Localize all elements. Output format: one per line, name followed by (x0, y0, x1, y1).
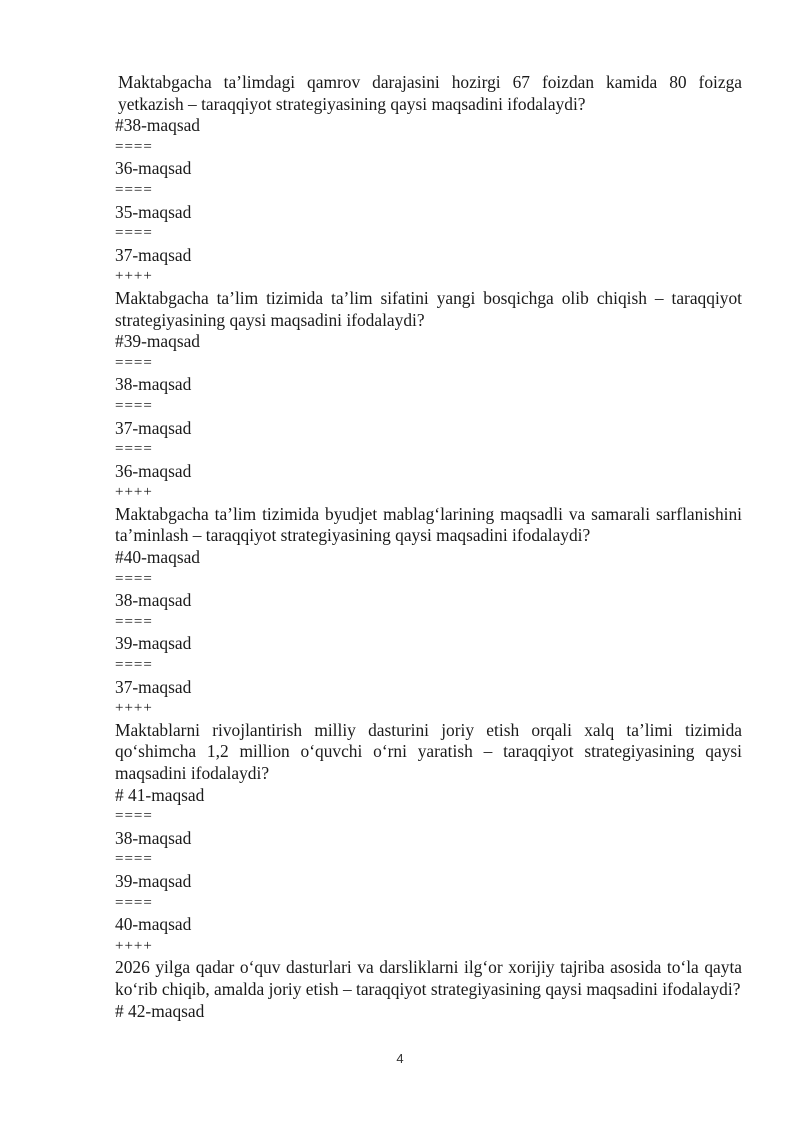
option-separator: ==== (115, 570, 153, 587)
option-separator: ==== (115, 181, 153, 198)
question-block (115, 72, 742, 288)
question-block (115, 720, 742, 958)
option-separator: ==== (115, 808, 153, 825)
answer-option: 37-maqsad (115, 244, 192, 265)
question-text: Maktabgacha ta’limdagi qamrov darajasini hozirgi 67 foizdan kamida 80 foizga yetkazish – taraqqiyot strategiyasining qaysi maqsadini ifodalaydi? (118, 72, 742, 114)
option-separator: ==== (115, 894, 153, 911)
answer-option: 35-maqsad (115, 201, 192, 222)
answer-option: 37-maqsad (115, 676, 192, 697)
answer-option: 36-maqsad (115, 158, 192, 179)
answer-option: 39-maqsad (115, 870, 192, 891)
answer-option: 38-maqsad (115, 374, 192, 395)
answer-option: 38-maqsad (115, 827, 192, 848)
option-separator: ==== (115, 851, 153, 868)
option-separator: ==== (115, 441, 153, 458)
answer-option: 39-maqsad (115, 633, 192, 654)
correct-answer: #39-maqsad (115, 331, 201, 352)
answer-option: 37-maqsad (115, 417, 192, 438)
option-separator: ==== (115, 613, 153, 630)
answer-option: 40-maqsad (115, 914, 192, 935)
correct-answer: #38-maqsad (115, 115, 201, 136)
question-block (115, 957, 742, 1022)
option-separator: ==== (115, 354, 153, 371)
question-end-separator: ++++ (115, 937, 153, 954)
question-end-separator: ++++ (115, 268, 153, 285)
question-text: Maktabgacha ta’lim tizimida ta’lim sifatini yangi bosqichga olib chiqish – taraqqiyot strategiyasining qaysi maqsadini ifodalaydi? (115, 287, 742, 330)
option-separator: ==== (115, 138, 153, 155)
option-separator: ==== (115, 657, 153, 674)
question-end-separator: ++++ (115, 484, 153, 501)
question-block (115, 288, 742, 504)
correct-answer: # 41-maqsad (115, 784, 205, 805)
correct-answer: #40-maqsad (115, 547, 201, 568)
question-end-separator: ++++ (115, 700, 153, 717)
question-text: Maktablarni rivojlantirish milliy dasturini joriy etish orqali xalq ta’limi tizimida qo‘shimcha 1,2 million o‘quvchi o‘rni yaratish – taraqqiyot strategiyasining qaysi maqsadini ifodalaydi? (115, 719, 742, 783)
option-separator: ==== (115, 397, 153, 414)
question-text: 2026 yilga qadar o‘quv dasturlari va darsliklarni ilg‘or xorijiy tajriba asosida to‘la qayta ko‘rib chiqib, amalda joriy etish – taraqqiyot strategiyasining qaysi maqsadini ifodalaydi? (115, 957, 742, 999)
correct-answer: # 42-maqsad (115, 1000, 205, 1021)
document-page (115, 72, 742, 1022)
question-text: Maktabgacha ta’lim tizimida byudjet mablag‘larining maqsadli va samarali sarflanishini ta’minlash – taraqqiyot strategiyasining qaysi maqsadini ifodalaydi? (115, 503, 742, 546)
answer-option: 38-maqsad (115, 590, 192, 611)
option-separator: ==== (115, 225, 153, 242)
question-block (115, 504, 742, 720)
page-number: 4 (396, 1051, 404, 1066)
answer-option: 36-maqsad (115, 460, 192, 481)
